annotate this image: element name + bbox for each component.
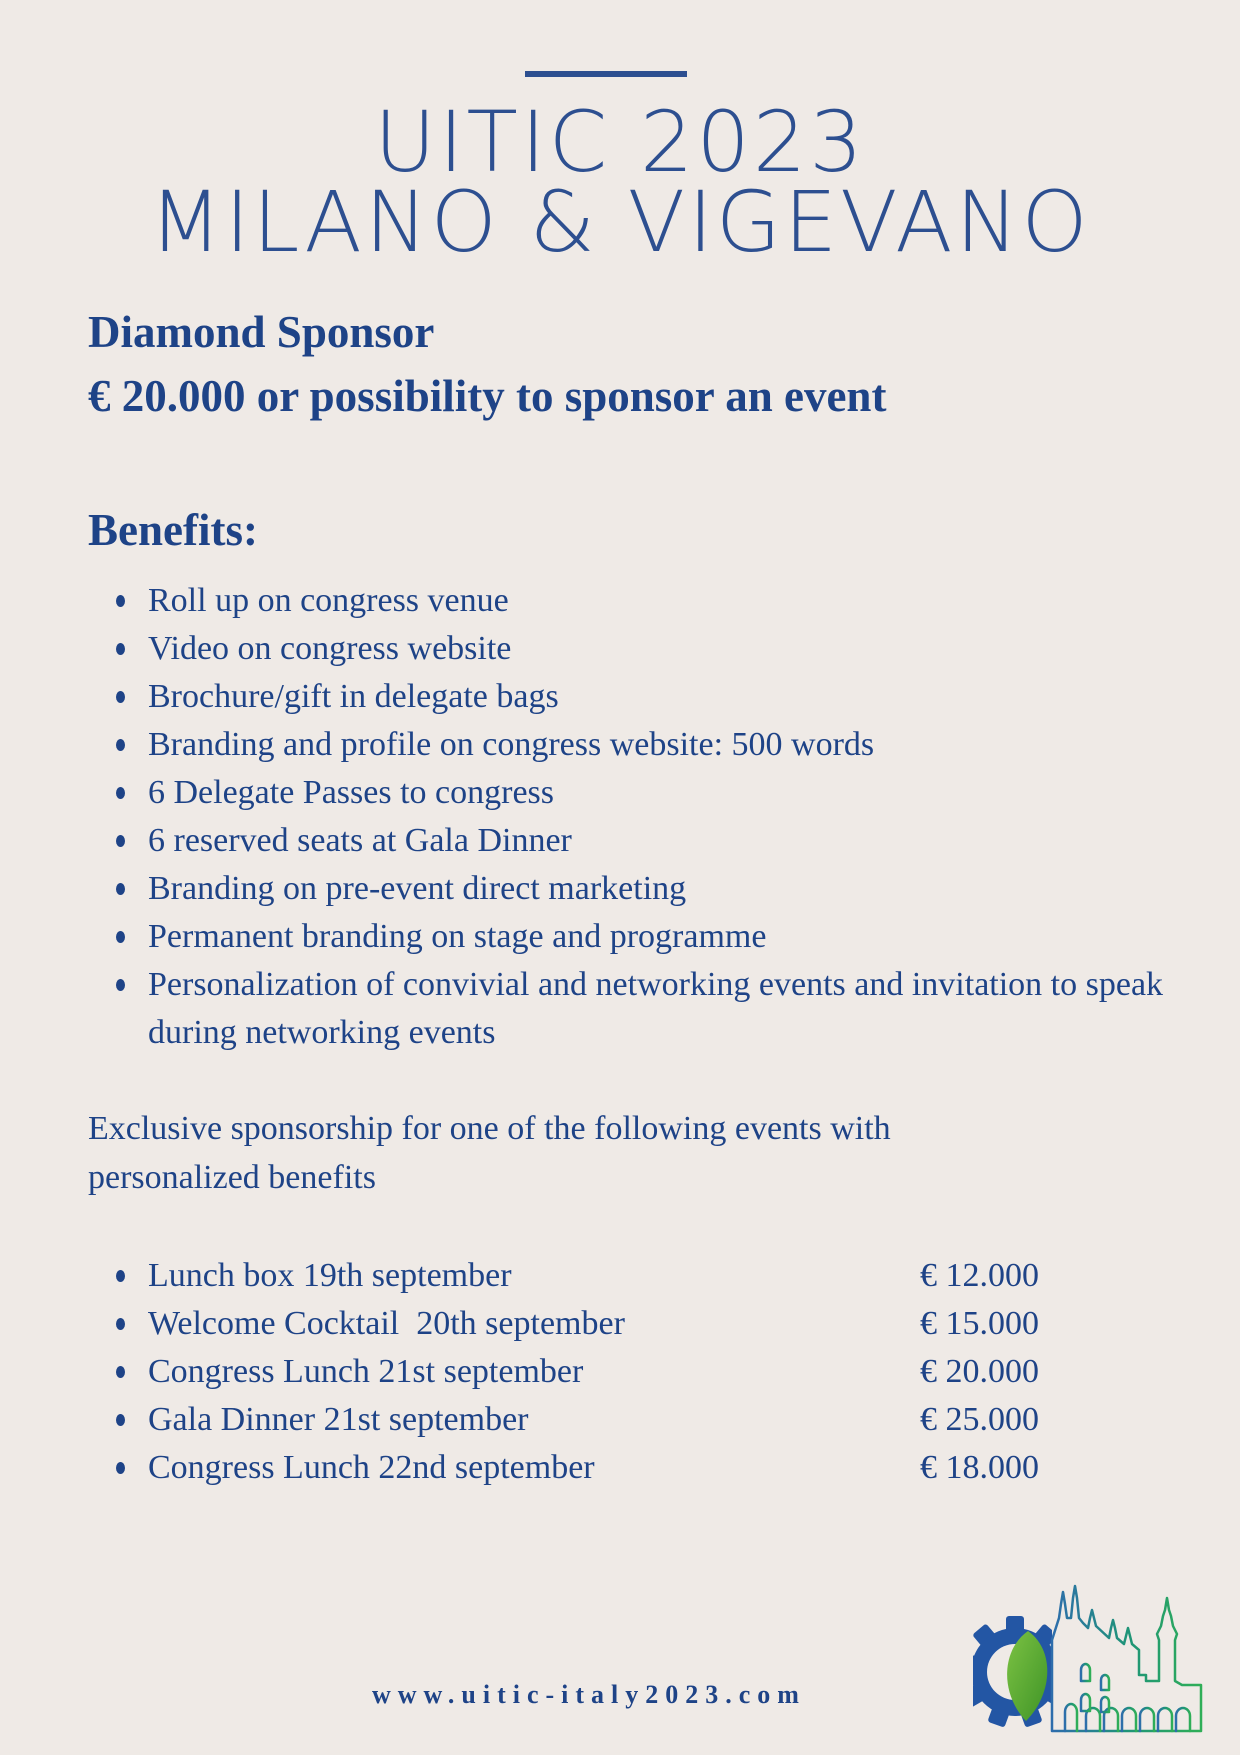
benefit-item: Branding on pre-event direct marketing	[116, 865, 1188, 913]
event-price: € 15.000	[920, 1305, 1039, 1342]
event-row	[116, 1348, 1136, 1396]
event-price: € 18.000	[920, 1449, 1039, 1486]
duomo-skyline-icon	[1052, 1586, 1201, 1731]
sponsor-price-heading: € 20.000 or possibility to sponsor an event	[88, 371, 887, 421]
benefit-item: Brochure/gift in delegate bags	[116, 673, 1188, 721]
event-price: € 25.000	[920, 1401, 1039, 1438]
sponsor-heading: Diamond Sponsor	[88, 307, 435, 357]
page-title	[0, 93, 1240, 271]
benefit-item: 6 Delegate Passes to congress	[116, 769, 1188, 817]
website-url[interactable]: www.uitic-italy2023.com	[372, 1680, 806, 1709]
event-name: Gala Dinner 21st september	[148, 1401, 529, 1438]
title-line-2: MILANO & VIGEVANO	[149, 173, 1091, 271]
benefit-item: Video on congress website	[116, 625, 1188, 673]
benefit-item: 6 reserved seats at Gala Dinner	[116, 817, 1188, 865]
event-row	[116, 1300, 1136, 1348]
benefit-item: Personalization of convivial and networking events and invitation to speak during networking events	[116, 961, 1188, 1057]
uitic-italy-2023-logo	[973, 1578, 1208, 1740]
exclusive-sponsorship-intro: Exclusive sponsorship for one of the following events with personalized benefits	[88, 1110, 891, 1196]
event-name: Congress Lunch 21st september	[148, 1353, 584, 1390]
benefit-item: Branding and profile on congress website: 500 words	[116, 721, 1188, 769]
event-name: Lunch box 19th september	[148, 1257, 512, 1294]
events-price-list	[116, 1252, 1136, 1492]
event-row	[116, 1252, 1136, 1300]
benefits-heading: Benefits:	[88, 505, 258, 555]
event-row	[116, 1444, 1136, 1492]
event-name: Welcome Cocktail 20th september	[148, 1305, 625, 1342]
event-price: € 12.000	[920, 1257, 1039, 1294]
event-name: Congress Lunch 22nd september	[148, 1449, 595, 1486]
decorative-rule	[525, 71, 687, 77]
title-line-1: UITIC 2023	[374, 93, 866, 191]
event-price: € 20.000	[920, 1353, 1039, 1390]
event-row	[116, 1396, 1136, 1444]
benefit-item: Permanent branding on stage and programme	[116, 913, 1188, 961]
benefit-item: Roll up on congress venue	[116, 577, 1188, 625]
benefits-list	[116, 577, 1188, 1057]
